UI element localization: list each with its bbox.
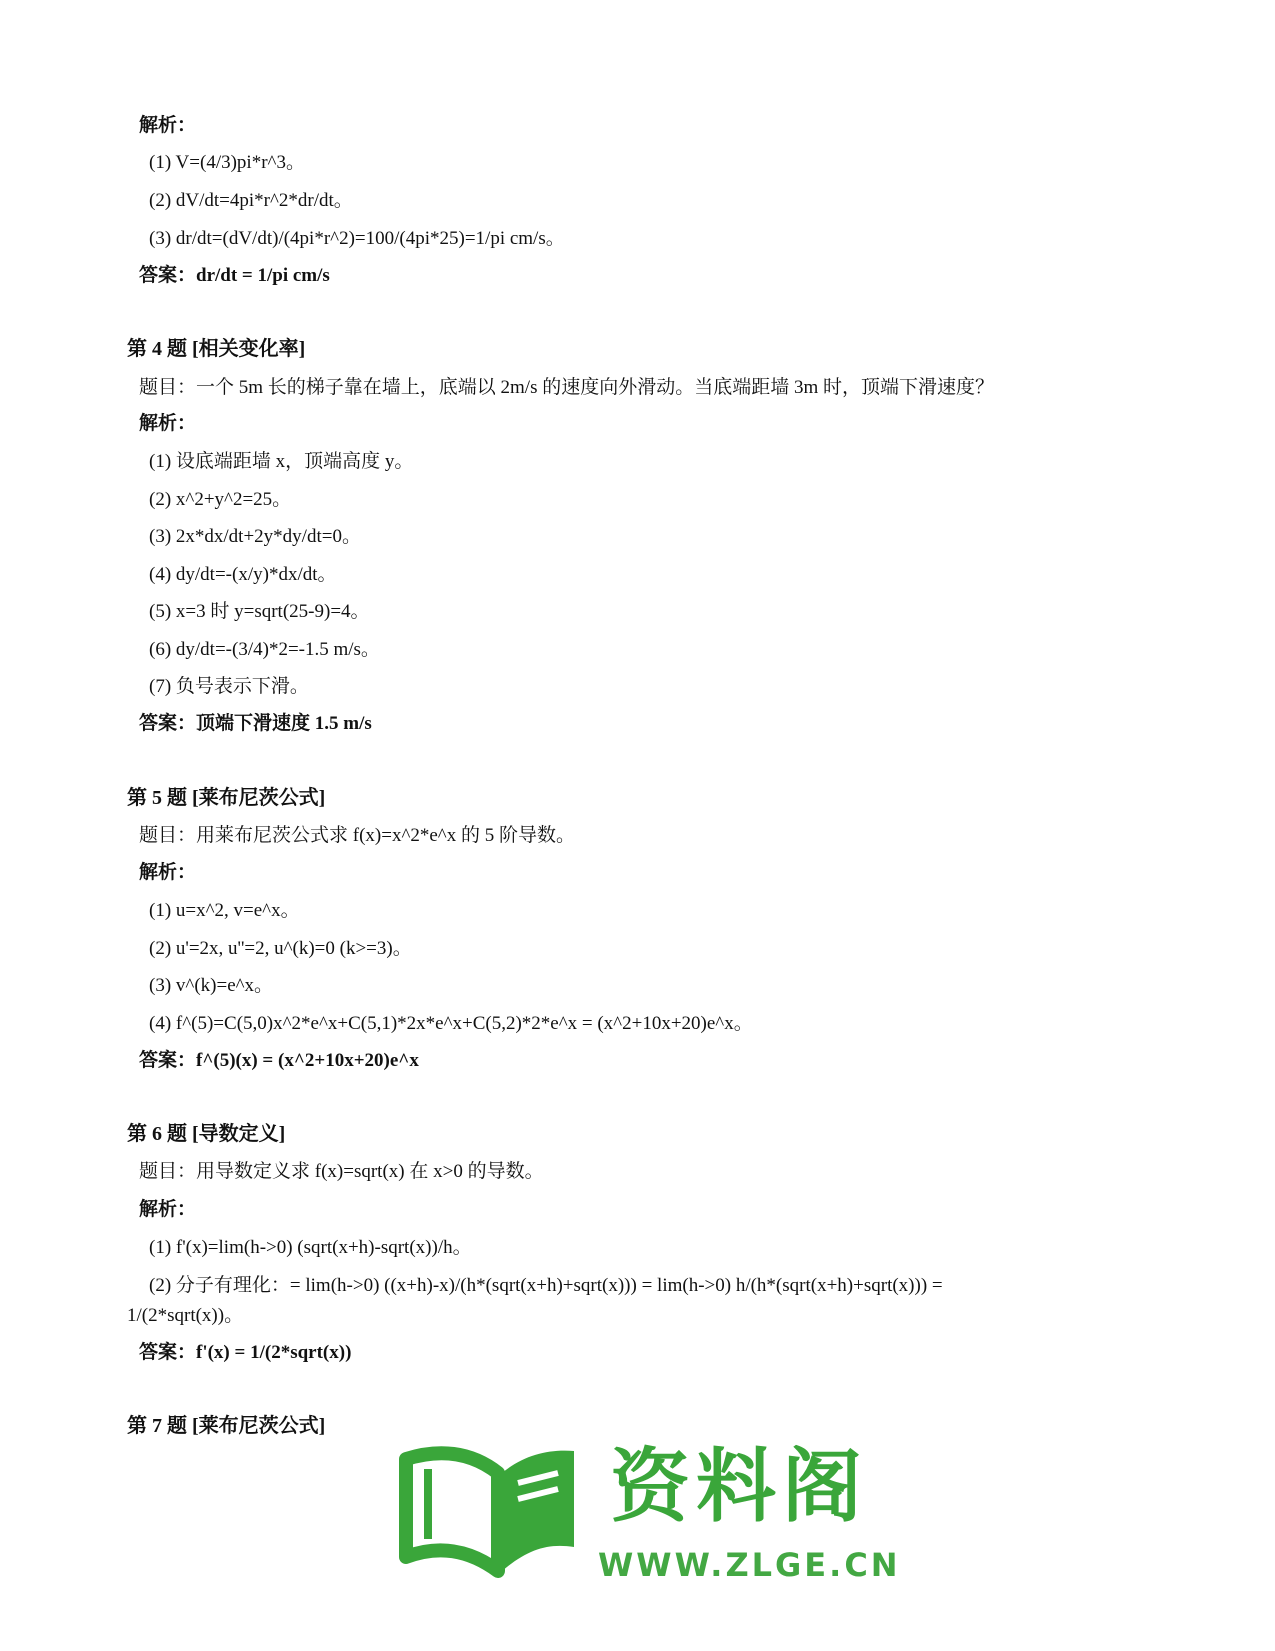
answer-line: 答案：f'(x) = 1/(2*sqrt(x))	[139, 1342, 352, 1363]
answer-line: 答案：f^(5)(x) = (x^2+10x+20)e^x	[139, 1050, 419, 1071]
step-line-continued: 1/(2*sqrt(x))。	[127, 1305, 244, 1326]
step-line: (5) x=3 时 y=sqrt(25-9)=4。	[149, 601, 370, 622]
step-line: (4) dy/dt=-(x/y)*dx/dt。	[149, 564, 337, 585]
question-title: 第 5 题 [莱布尼茨公式]	[127, 787, 326, 809]
watermark-name: 资料阁	[610, 1440, 868, 1533]
step-line: (4) f^(5)=C(5,0)x^2*e^x+C(5,1)*2x*e^x+C(5,2)*2*e^x = (x^2+10x+20)e^x。	[149, 1013, 753, 1034]
step-line: (2) u'=2x, u''=2, u^(k)=0 (k>=3)。	[149, 938, 412, 959]
question-title: 第 6 题 [导数定义]	[127, 1123, 286, 1145]
answer-line: 答案：顶端下滑速度 1.5 m/s	[139, 713, 372, 734]
step-line: (2) 分子有理化：= lim(h->0) ((x+h)-x)/(h*(sqrt(x+h)+sqrt(x))) = lim(h->0) h/(h*(sqrt(x+h)+sqrt(x))) =	[149, 1275, 943, 1296]
step-line: (3) 2x*dx/dt+2y*dy/dt=0。	[149, 526, 361, 547]
step-line: (2) x^2+y^2=25。	[149, 489, 292, 510]
step-line: (1) 设底端距墙 x，顶端高度 y。	[149, 451, 414, 472]
book-icon	[398, 1439, 598, 1589]
answer-line: 答案：dr/dt = 1/pi cm/s	[139, 265, 330, 286]
step-line: (1) V=(4/3)pi*r^3。	[149, 152, 305, 173]
question-title: 第 4 题 [相关变化率]	[127, 338, 306, 360]
question-text: 题目：用导数定义求 f(x)=sqrt(x) 在 x>0 的导数。	[139, 1161, 544, 1182]
question-title: 第 7 题 [莱布尼茨公式]	[127, 1415, 326, 1437]
step-line: (1) f'(x)=lim(h->0) (sqrt(x+h)-sqrt(x))/h。	[149, 1237, 472, 1258]
step-line: (7) 负号表示下滑。	[149, 676, 309, 697]
question-text: 题目：用莱布尼茨公式求 f(x)=x^2*e^x 的 5 阶导数。	[139, 825, 575, 846]
analysis-label: 解析：	[139, 1199, 197, 1220]
analysis-label: 解析：	[139, 115, 197, 136]
step-line: (1) u=x^2, v=e^x。	[149, 900, 300, 921]
step-line: (2) dV/dt=4pi*r^2*dr/dt。	[149, 190, 353, 211]
step-line: (3) dr/dt=(dV/dt)/(4pi*r^2)=100/(4pi*25)=1/pi cm/s。	[149, 228, 565, 249]
question-text: 题目：一个 5m 长的梯子靠在墙上，底端以 2m/s 的速度向外滑动。当底端距墙 3m 时，顶端下滑速度？	[139, 377, 995, 398]
analysis-label: 解析：	[139, 413, 197, 434]
watermark-logo	[398, 1439, 901, 1589]
step-line: (3) v^(k)=e^x。	[149, 975, 274, 996]
step-line: (6) dy/dt=-(3/4)*2=-1.5 m/s。	[149, 639, 380, 660]
watermark-url: WWW.ZLGE.CN	[598, 1546, 901, 1584]
analysis-label: 解析：	[139, 862, 197, 883]
